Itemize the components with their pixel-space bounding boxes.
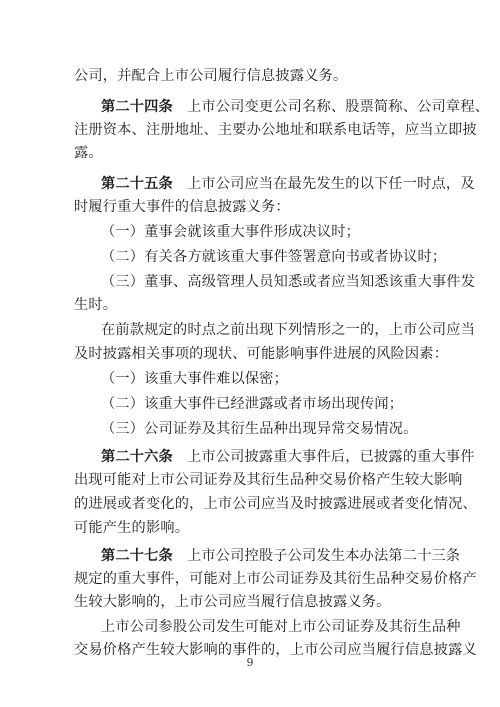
text-line: 上市公司变更公司名称、股票简称、公司章程、 (186, 99, 490, 115)
text-line: （一）该重大事件难以保密； (101, 371, 289, 387)
text-line: （三）董事、高级管理人员知悉或者应当知悉该重大事件发 (101, 274, 476, 290)
text-line: （一）董事会就该重大事件形成决议时； (101, 224, 360, 240)
text-line: 生时。 (74, 297, 118, 313)
page-number: 9 (246, 656, 254, 669)
article-heading-25: 第二十五条 (101, 176, 173, 192)
text-line: 上市公司参股公司发生可能对上市公司证券及其衍生品种 (101, 619, 461, 635)
text-line: 的进展或者变化的，上市公司应当及时披露进展或者变化情况、 (74, 496, 477, 512)
text-line: 时履行重大事件的信息披露义务： (74, 199, 290, 215)
text-line: 在前款规定的时点之前出现下列情形之一的，上市公司应当 (101, 322, 476, 338)
article-24-first-line (0, 97, 500, 117)
text-line: 交易价格产生较大影响的事件的，上市公司应当履行信息披露义 (74, 642, 477, 658)
text-line: 注册资本、注册地址、主要办公地址和联系电话等，应当立即披 (74, 122, 477, 138)
article-27-first-line (0, 546, 500, 566)
text-line: 生较大影响的，上市公司应当履行信息披露义务。 (74, 594, 391, 610)
article-heading-27: 第二十七条 (101, 548, 173, 564)
text-line: 出现可能对上市公司证券及其衍生品种交易价格产生较大影响 (74, 472, 463, 488)
text-line: （二）该重大事件已经泄露或者市场出现传闻； (101, 396, 404, 412)
article-25-first-line (0, 174, 500, 194)
text-line: 规定的重大事件，可能对上市公司证券及其衍生品种交易价格产 (74, 571, 477, 587)
article-26-first-line (0, 447, 500, 467)
text-line: 公司，并配合上市公司履行信息披露义务。 (74, 68, 348, 84)
article-heading-24: 第二十四条 (101, 99, 173, 115)
article-heading-26: 第二十六条 (101, 449, 173, 465)
text-line: 上市公司应当在最先发生的以下任一时点，及 (186, 176, 475, 192)
text-line: 露。 (74, 145, 103, 161)
text-line: 上市公司控股子公司发生本办法第二十三条 (186, 548, 461, 564)
text-line: （二）有关各方就该重大事件签署意向书或者协议时； (101, 249, 447, 265)
text-line: 及时披露相关事项的现状、可能影响事件进展的风险因素： (74, 346, 449, 362)
text-line: 上市公司披露重大事件后，已披露的重大事件 (186, 449, 475, 465)
text-line: 可能产生的影响。 (74, 520, 190, 536)
text-line: （三）公司证券及其衍生品种出现异常交易情况。 (101, 421, 418, 437)
